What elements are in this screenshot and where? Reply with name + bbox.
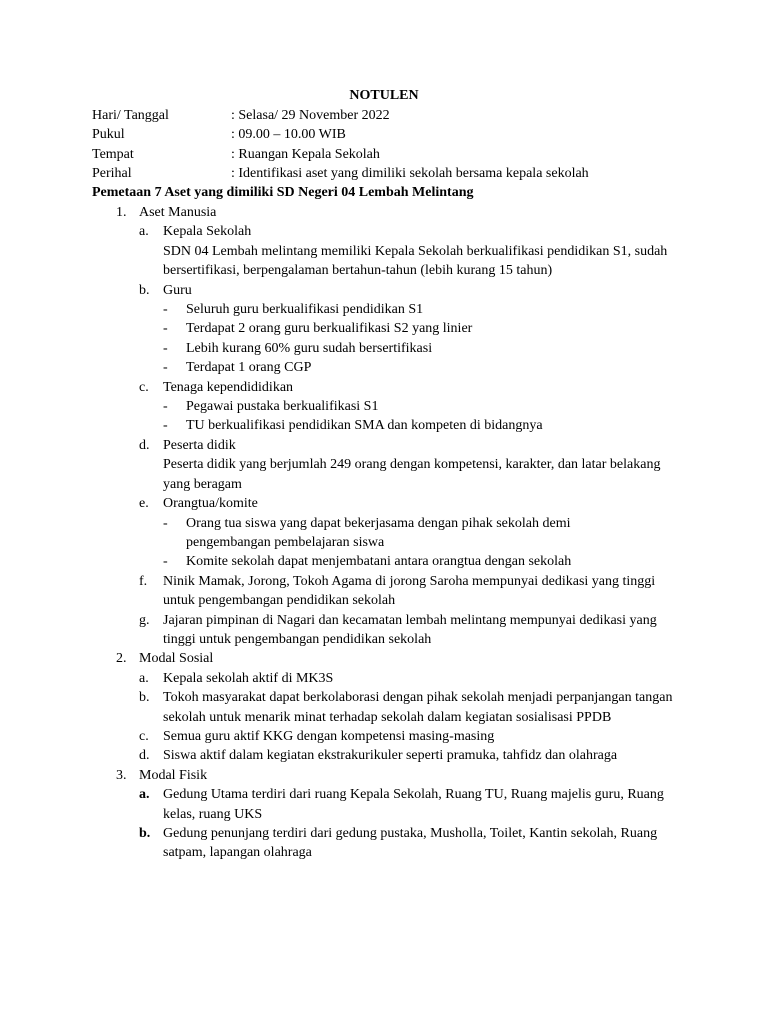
- meta-value: : Ruangan Kepala Sekolah: [231, 146, 380, 162]
- section-item: [0, 203, 768, 222]
- list-marker: b.: [139, 690, 150, 706]
- sub-item: [0, 378, 678, 397]
- bullet-text: Pegawai pustaka berkualifikasi S1: [186, 399, 379, 415]
- sub-item-title: Tenaga kependididikan: [163, 379, 294, 395]
- bullet-marker: -: [163, 515, 168, 531]
- sub-item: [0, 494, 678, 513]
- list-marker: a.: [139, 670, 149, 686]
- sub-item-title: Guru: [163, 282, 192, 298]
- list-marker: d.: [139, 748, 150, 764]
- sub-item-paragraph: SDN 04 Lembah melintang memiliki Kepala Sekolah berkualifikasi pendidikan S1, sudah bersertifikasi, berpengalaman bertahun-tahun (lebih kurang 15 tahun): [163, 243, 668, 279]
- section-title: Modal Sosial: [139, 651, 214, 667]
- meta-value: : Selasa/ 29 November 2022: [231, 108, 390, 123]
- sub-item-title: Ninik Mamak, Jorong, Tokoh Agama di jorong Saroha mempunyai dedikasi yang tinggi untuk pengembangan pendidikan sekolah: [163, 573, 656, 609]
- meta-label: Hari/ Tanggal: [92, 108, 169, 123]
- bullet-marker: -: [163, 418, 168, 434]
- list-marker: c.: [139, 379, 149, 395]
- section-item: [0, 766, 768, 785]
- section-item: [0, 649, 768, 668]
- meta-table: [92, 106, 589, 184]
- list-marker: f.: [139, 573, 148, 589]
- section-title: Aset Manusia: [139, 205, 217, 220]
- bullet-text: Terdapat 2 orang guru berkualifikasi S2 yang linier: [186, 321, 473, 337]
- bullet-item: [0, 339, 646, 358]
- bullet-marker: -: [163, 321, 168, 337]
- list-marker: c.: [139, 728, 149, 744]
- bullet-text: TU berkualifikasi pendidikan SMA dan kompeten di bidangnya: [186, 418, 543, 434]
- sub-item-title: Kepala Sekolah: [163, 224, 252, 240]
- sub-item: [0, 785, 678, 824]
- meta-value: : 09.00 – 10.00 WIB: [231, 127, 346, 143]
- meta-value: : Identifikasi aset yang dimiliki sekolah bersama kepala sekolah: [231, 166, 589, 182]
- bullet-item: [0, 416, 646, 435]
- list-marker: g.: [139, 612, 150, 628]
- sub-item-title: Siswa aktif dalam kegiatan ekstrakurikuler seperti pramuka, tahfidz dan olahraga: [163, 748, 618, 764]
- bullet-marker: -: [163, 399, 168, 415]
- sub-item: [0, 746, 678, 765]
- meta-label: Pukul: [92, 127, 125, 143]
- bullet-item: [0, 552, 646, 571]
- bullet-text: Orang tua siswa yang dapat bekerjasama dengan pihak sekolah demi pengembangan pembelajaran siswa: [186, 515, 571, 550]
- bullet-item: [0, 358, 646, 377]
- meta-row-subject: [92, 164, 589, 183]
- bullet-marker: -: [163, 554, 168, 570]
- bullet-marker: -: [163, 340, 168, 356]
- bullet-text: Lebih kurang 60% guru sudah bersertifikasi: [186, 340, 433, 356]
- sub-item-title: Kepala sekolah aktif di MK3S: [163, 670, 334, 686]
- bullet-text: Komite sekolah dapat menjembatani antara orangtua dengan sekolah: [186, 554, 572, 570]
- bullet-item: [0, 397, 646, 416]
- bullet-text: Seluruh guru berkualifikasi pendidikan S1: [186, 302, 424, 318]
- bullet-marker: -: [163, 360, 168, 376]
- list-marker: a.: [139, 224, 149, 240]
- sub-item-title: Gedung Utama terdiri dari ruang Kepala Sekolah, Ruang TU, Ruang majelis guru, Ruang kelas, ruang UKS: [163, 787, 664, 822]
- meta-row-date: [92, 106, 589, 125]
- document-title: NOTULEN: [349, 88, 419, 103]
- meta-label: Tempat: [92, 146, 134, 162]
- asset-list: [0, 203, 768, 863]
- list-marker: d.: [139, 437, 150, 453]
- list-marker: 2.: [116, 651, 127, 667]
- meta-row-place: [92, 145, 589, 164]
- bullet-text: Terdapat 1 orang CGP: [186, 360, 312, 376]
- sub-item: [0, 688, 678, 727]
- meta-label: Perihal: [92, 166, 132, 182]
- sub-item: [0, 824, 678, 863]
- sub-item-title: Orangtua/komite: [163, 496, 258, 512]
- list-marker: a.: [139, 787, 150, 803]
- sub-item-title: Gedung penunjang terdiri dari gedung pustaka, Musholla, Toilet, Kantin sekolah, Ruang satpam, lapangan olahraga: [163, 826, 658, 861]
- list-marker: 3.: [116, 767, 127, 783]
- sub-item: [0, 281, 678, 300]
- sub-item: [0, 436, 678, 455]
- sub-item: [0, 572, 678, 611]
- sub-item: [0, 222, 678, 241]
- bullet-item: [0, 300, 646, 319]
- sub-item: [0, 611, 678, 650]
- sub-item-title: Semua guru aktif KKG dengan kompetensi masing-masing: [163, 728, 495, 744]
- meta-row-time: [92, 125, 589, 144]
- list-marker: 1.: [116, 205, 127, 220]
- list-marker: e.: [139, 496, 149, 512]
- section-title: Modal Fisik: [139, 767, 208, 783]
- bullet-marker: -: [163, 302, 168, 318]
- sub-item-title: Tokoh masyarakat dapat berkolaborasi dengan pihak sekolah menjadi perpanjangan tangan sekolah untuk menarik minat terhadap sekolah dalam kegiatan sosialisasi PPDB: [163, 690, 673, 725]
- bullet-item: [0, 319, 646, 338]
- sub-item-paragraph: Peserta didik yang berjumlah 249 orang dengan kompetensi, karakter, dan latar belakang yang beragam: [163, 457, 661, 492]
- list-marker: b.: [139, 282, 150, 298]
- section-heading: Pemetaan 7 Aset yang dimiliki SD Negeri 04 Lembah Melintang: [92, 185, 474, 200]
- sub-item-title: Peserta didik: [163, 437, 236, 453]
- sub-item-title: Jajaran pimpinan di Nagari dan kecamatan lembah melintang mempunyai dedikasi yang tinggi untuk pengembangan pendidikan sekolah: [163, 612, 657, 647]
- list-marker: b.: [139, 826, 151, 841]
- bullet-item: [0, 514, 646, 553]
- sub-item: [0, 669, 678, 688]
- sub-item: [0, 727, 678, 746]
